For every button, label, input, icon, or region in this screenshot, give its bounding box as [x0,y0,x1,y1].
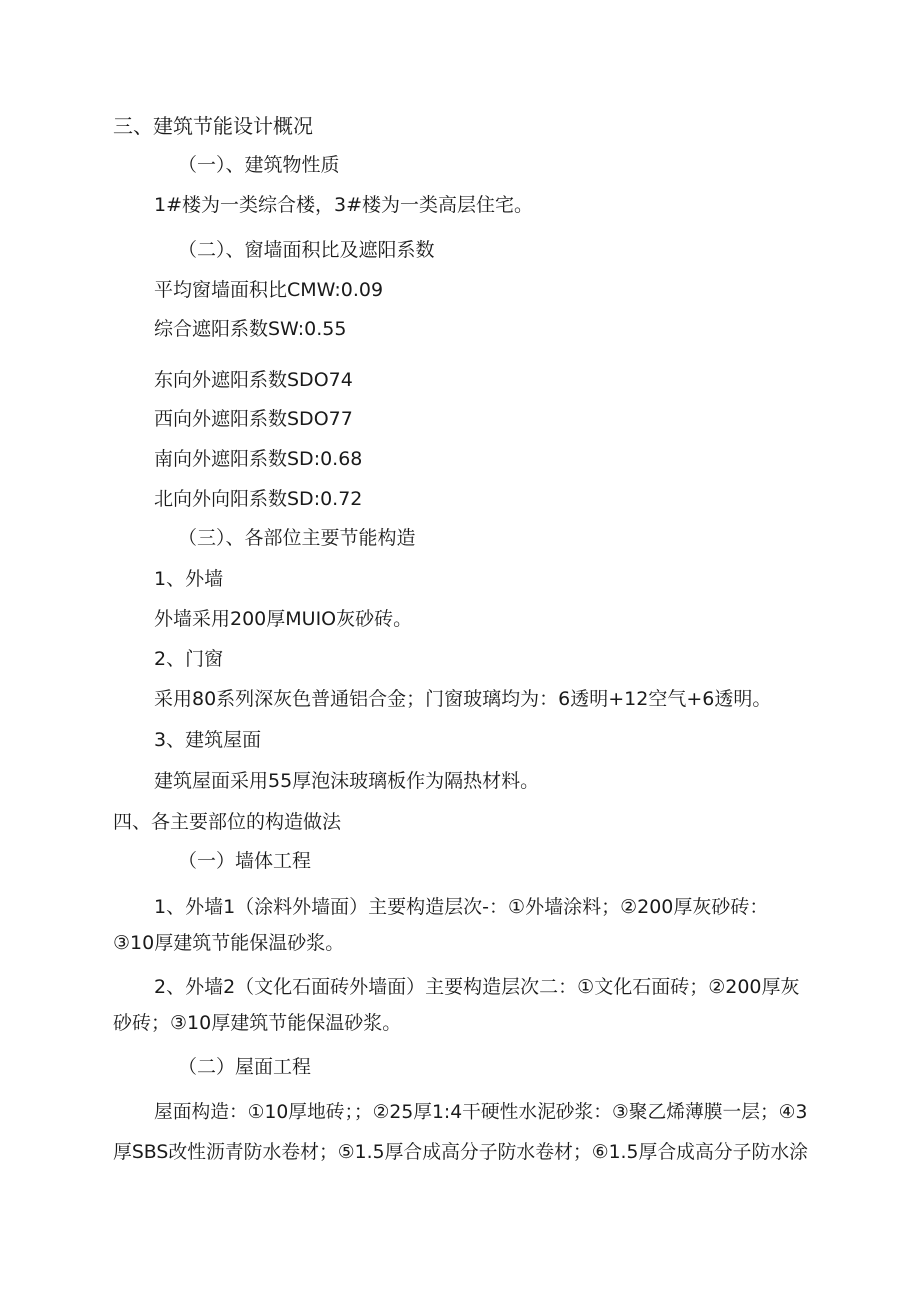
section-3-3-item-1-text: 外墙采用200厚MUIO灰砂砖。 [154,608,413,630]
section-4-heading: 四、各主要部位的构造做法 [113,811,342,833]
section-3-1-heading: （一）、建筑物性质 [178,154,340,176]
section-4-1-heading: （一）墙体工程 [178,850,312,872]
section-4-1-paragraph-1-line-1: 1、外墙1（涂料外墙面）主要构造层次-：①外墙涂料；②200厚灰砂砖： [154,896,769,918]
section-4-1-paragraph-2-line-2: 砂砖；③10厚建筑节能保温砂浆。 [113,1012,402,1034]
section-3-3-item-2-title: 2、门窗 [154,648,224,670]
section-4-1-paragraph-2-line-1: 2、外墙2（文化石面砖外墙面）主要构造层次二：①文化石面砖；②200厚灰 [154,976,800,998]
section-3-3-item-2-text: 采用80系列深灰色普通铝合金；门窗玻璃均为：6透明+12空气+6透明。 [154,688,772,710]
section-4-2-paragraph-1-line-1: 屋面构造：①10厚地砖；；②25厚1:4干硬性水泥砂浆：③聚乙烯薄膜一层；④3 [154,1102,808,1123]
section-3-3-item-3-title: 3、建筑屋面 [154,729,262,751]
section-3-3-item-1-title: 1、外墙 [154,568,224,590]
section-3-2-line-4: 西向外遮阳系数SDO77 [154,408,353,430]
section-3-3-heading: （三）、各部位主要节能构造 [178,527,416,549]
section-3-2-line-2: 综合遮阳系数SW:0.55 [154,318,347,340]
section-3-2-line-1: 平均窗墙面积比CMW:0.09 [154,279,384,301]
section-3-2-line-3: 东向外遮阳系数SDO74 [154,369,353,391]
section-3-2-line-6: 北向外向阳系数SD:0.72 [154,488,363,510]
section-3-2-heading: （二）、窗墙面积比及遮阳系数 [178,239,435,261]
section-3-heading: 三、建筑节能设计概况 [113,114,313,138]
section-4-2-paragraph-1-line-2: 厚SBS改性沥青防水卷材；⑤1.5厚合成高分子防水卷材；⑥1.5厚合成高分子防水涂 [113,1142,808,1163]
section-4-1-paragraph-1-line-2: ③10厚建筑节能保温砂浆。 [113,932,345,954]
section-4-2-heading: （二）屋面工程 [178,1056,312,1078]
section-3-3-item-3-text: 建筑屋面采用55厚泡沫玻璃板作为隔热材料。 [154,770,540,792]
section-3-2-line-5: 南向外遮阳系数SD:0.68 [154,448,363,470]
section-3-1-text: 1#楼为一类综合楼，3#楼为一类高层住宅。 [154,194,534,216]
